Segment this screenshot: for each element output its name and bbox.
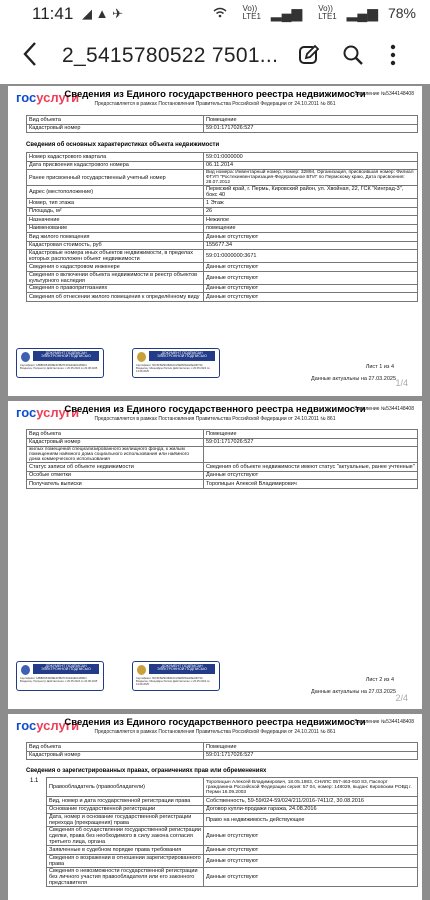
table-row: Кадастровая стоимость, руб 155677.34 — [27, 241, 418, 250]
table-row: Номер, тип этажа 1 Этаж — [27, 199, 418, 208]
signal-icon: ▂▄▆ — [270, 5, 303, 21]
section-title: Сведения о зарегистрированных правах, ограничениях прав или обременениях — [26, 768, 267, 774]
statement-number: Заявление №5344148408 — [354, 719, 414, 725]
wifi-icon — [213, 5, 231, 21]
gosuslugi-logo: госуслуги — [16, 90, 80, 105]
sheet-number: Лист 2 из 4 — [365, 677, 394, 683]
sheet-number: Лист 1 из 4 — [365, 364, 394, 370]
back-icon[interactable] — [22, 41, 38, 74]
table-row: Вид объекта Помещение — [27, 743, 418, 752]
page-handwritten-mark: 2/4 — [395, 693, 408, 703]
table-row: Сведения об осуществлении государственной регистрации сделки, права без необходимого в силу закона согласия третьего лица, органа Данные отсутствуют — [47, 827, 418, 846]
table-row: Получатель выписки Торопицын Алексей Владимирович — [27, 480, 418, 489]
status-bar — [0, 0, 430, 30]
document-page-1 — [8, 86, 422, 396]
table-row: Основание государственной регистрации Договор купли-продажи гаража, 24.08.2016 — [47, 805, 418, 814]
statement-number: Заявление №5344148408 — [354, 91, 414, 97]
document-subtitle: Предоставляется в рамках Постановления Правительства Российской Федерации от 24.10.2011 № 861 — [94, 101, 336, 107]
volte2-label: Vo)) LTE1 — [318, 4, 337, 21]
table-row: Сведения о кадастровом инженере Данные отсутствуют — [27, 263, 418, 272]
table-row: Заявленные в судебном порядке права требования Данные отсутствуют — [47, 846, 418, 855]
document-title: Сведения из Единого государственного реестра недвижимости — [64, 717, 366, 728]
volte1-label: Vo)) LTE1 — [242, 4, 261, 21]
object-table — [26, 115, 418, 133]
section-title: Сведения об основных характеристиках объекта недвижимости — [26, 142, 220, 148]
edit-icon[interactable] — [294, 40, 324, 70]
emblem-icon — [21, 665, 30, 675]
gosuslugi-logo: госуслуги — [16, 405, 80, 420]
gosuslugi-logo: госуслуги — [16, 718, 80, 733]
document-page-2 — [8, 401, 422, 709]
table-row: Кадастровый номер 59:01:1717026:527 — [27, 438, 418, 447]
table-row: Особые отметки Данные отсутствуют — [27, 471, 418, 480]
document-subtitle: Предоставляется в рамках Постановления Правительства Российской Федерации от 24.10.2011 № 861 — [94, 729, 336, 735]
emblem-icon — [21, 352, 30, 362]
table-row: Вид жилого помещения Данные отсутствуют — [27, 233, 418, 242]
signature-stamp: ДОКУМЕНТ ПОДПИСАН ЭЛЕКТРОННОЙ ПОДПИСЬЮ Сертификат: 18B8D1B46D8E4F3B27F3CE40E0A1B3D4 Владелец: Росреестр Действителен: с 20.05.2024 по 20.08.2025 — [16, 348, 104, 378]
table-row: Адрес (местоположение) Пермский край, г. Пермь, Кировский район, ул. Хвойная, 22, ГСК "Кинград-3", бокс 40 — [27, 186, 418, 199]
table-row: Вид объекта Помещение — [27, 430, 418, 439]
table-row: Назначение Нежилое — [27, 216, 418, 225]
page-header — [8, 401, 422, 427]
table-row: Ранее присвоенный государственный учетный номер Вид номера: Инвентарный номер, Номер: 32894, Организация, присвоившая номер: Филиал ФГУП "Ростехинвентаризация-Федеральное БТИ" по Пермскому краю, Дата присвоения: 28.07.2012 — [27, 170, 418, 186]
table-row: Сведения о возражении в отношении зарегистрированного права Данные отсутствуют — [47, 854, 418, 867]
notification-icons: ◢ ▲ ✈ — [82, 6, 123, 21]
table-row: Сведения о правопритязаниях Данные отсутствуют — [27, 284, 418, 293]
document-page-3 — [8, 714, 422, 900]
search-icon[interactable] — [338, 40, 368, 70]
actuality-date: Данные актуальны на 27.03.2025 — [311, 689, 396, 695]
object-table — [26, 742, 418, 760]
table-row: Дата, номер и основание государственной регистрации перехода (прекращения) права Право на недвижимость действующее — [47, 814, 418, 827]
document-title: Сведения из Единого государственного реестра недвижимости — [64, 89, 366, 100]
table-row: Кадастровый номер 59:01:1717026:527 — [27, 124, 418, 133]
table-row: Номер кадастрового квартала 59:01:0000000 — [27, 153, 418, 162]
viewer-toolbar — [0, 30, 430, 84]
page-handwritten-mark: 1/4 — [395, 378, 408, 388]
table-row: Кадастровый номер 59:01:1717026:527 — [27, 751, 418, 760]
object-table — [26, 429, 418, 489]
table-row: Вид, номер и дата государственной регистрации права Собственность, 59-59/024-59/024/211/2016-7411/2, 30.08.2016 — [47, 797, 418, 806]
table-row: Вид объекта Помещение — [27, 116, 418, 125]
table-row: Сведения об отнесении жилого помещения к определённому виду Данные отсутствуют — [27, 293, 418, 302]
actuality-date: Данные актуальны на 27.03.2025 — [311, 376, 396, 382]
document-title: Сведения из Единого государственного реестра недвижимости — [64, 404, 366, 415]
file-name: 2_5415780522 7501... — [62, 44, 279, 67]
table-row: Кадастровые номера иных объектов недвижимости, в пределах которых расположен объект недвижимости 59:01:0000000:3671 — [27, 250, 418, 263]
characteristics-table — [26, 152, 418, 302]
signature-stamp: ДОКУМЕНТ ПОДПИСАН ЭЛЕКТРОННОЙ ПОДПИСЬЮ Сертификат: 50C6F5E5D4B4FAC29E0B7E1E6EA0D71F Владелец: Минцифры России Действителен: с 20.05.2024 по 13.08.2025 — [132, 661, 220, 691]
document-subtitle: Предоставляется в рамках Постановления Правительства Российской Федерации от 24.10.2011 № 861 — [94, 416, 336, 422]
table-row: жилых помещений специализированного жилищного фонда, к жилым помещениям наёмного дома социального использования или наёмного дома коммерческого использования — [27, 447, 418, 463]
statement-number: Заявление №5344148408 — [354, 406, 414, 412]
table-row: Наименование помещение — [27, 224, 418, 233]
emblem-icon — [137, 352, 146, 362]
more-icon[interactable] — [378, 40, 408, 70]
signature-stamp: ДОКУМЕНТ ПОДПИСАН ЭЛЕКТРОННОЙ ПОДПИСЬЮ Сертификат: 50C6F5E5D4B4FAC29E0B7E1E6EA0D71F Владелец: Минцифры России Действителен: с 20.05.2024 по 13.08.2025 — [132, 348, 220, 378]
table-row: Сведения о включении объекта недвижимости в реестр объектов культурного наследия Данные отсутствуют — [27, 271, 418, 284]
battery-percent: 78% — [387, 5, 416, 21]
table-row: Статус записи об объекте недвижимости Сведения об объекте недвижимости имеют статус "актуальные, ранее учтенные" — [27, 463, 418, 472]
rights-table — [46, 777, 418, 887]
status-time: 11:41 — [32, 4, 74, 23]
table-row: Площадь, м² 26 — [27, 207, 418, 216]
signal-icon: ▂▄▆ — [346, 5, 379, 21]
page-header — [8, 714, 422, 740]
table-row: Правообладатель (правообладатели) Торопицын Алексей Владимирович, 18.05.1983, СНИЛС 057-463-910 83, Паспорт гражданина Российской Федерации серия: 57 04, номер: 148029, выдан: Кировским РОВД г. Перми 16.09.2003 — [47, 778, 418, 797]
signature-stamp: ДОКУМЕНТ ПОДПИСАН ЭЛЕКТРОННОЙ ПОДПИСЬЮ Сертификат: 18B8D1B46D8E4F3B27F3CE40E0A1B3D4 Владелец: Росреестр Действителен: с 20.05.2024 по 20.08.2025 — [16, 661, 104, 691]
emblem-icon — [137, 665, 146, 675]
table-row: Сведения о невозможности государственной регистрации без личного участия правообладателя или его законного представителя Данные отсутствуют — [47, 867, 418, 886]
table-row: Дата присвоения кадастрового номера 06.11.2014 — [27, 161, 418, 170]
status-right — [207, 5, 416, 22]
rights-number: 1.1 — [30, 778, 39, 784]
page-header — [8, 86, 422, 112]
